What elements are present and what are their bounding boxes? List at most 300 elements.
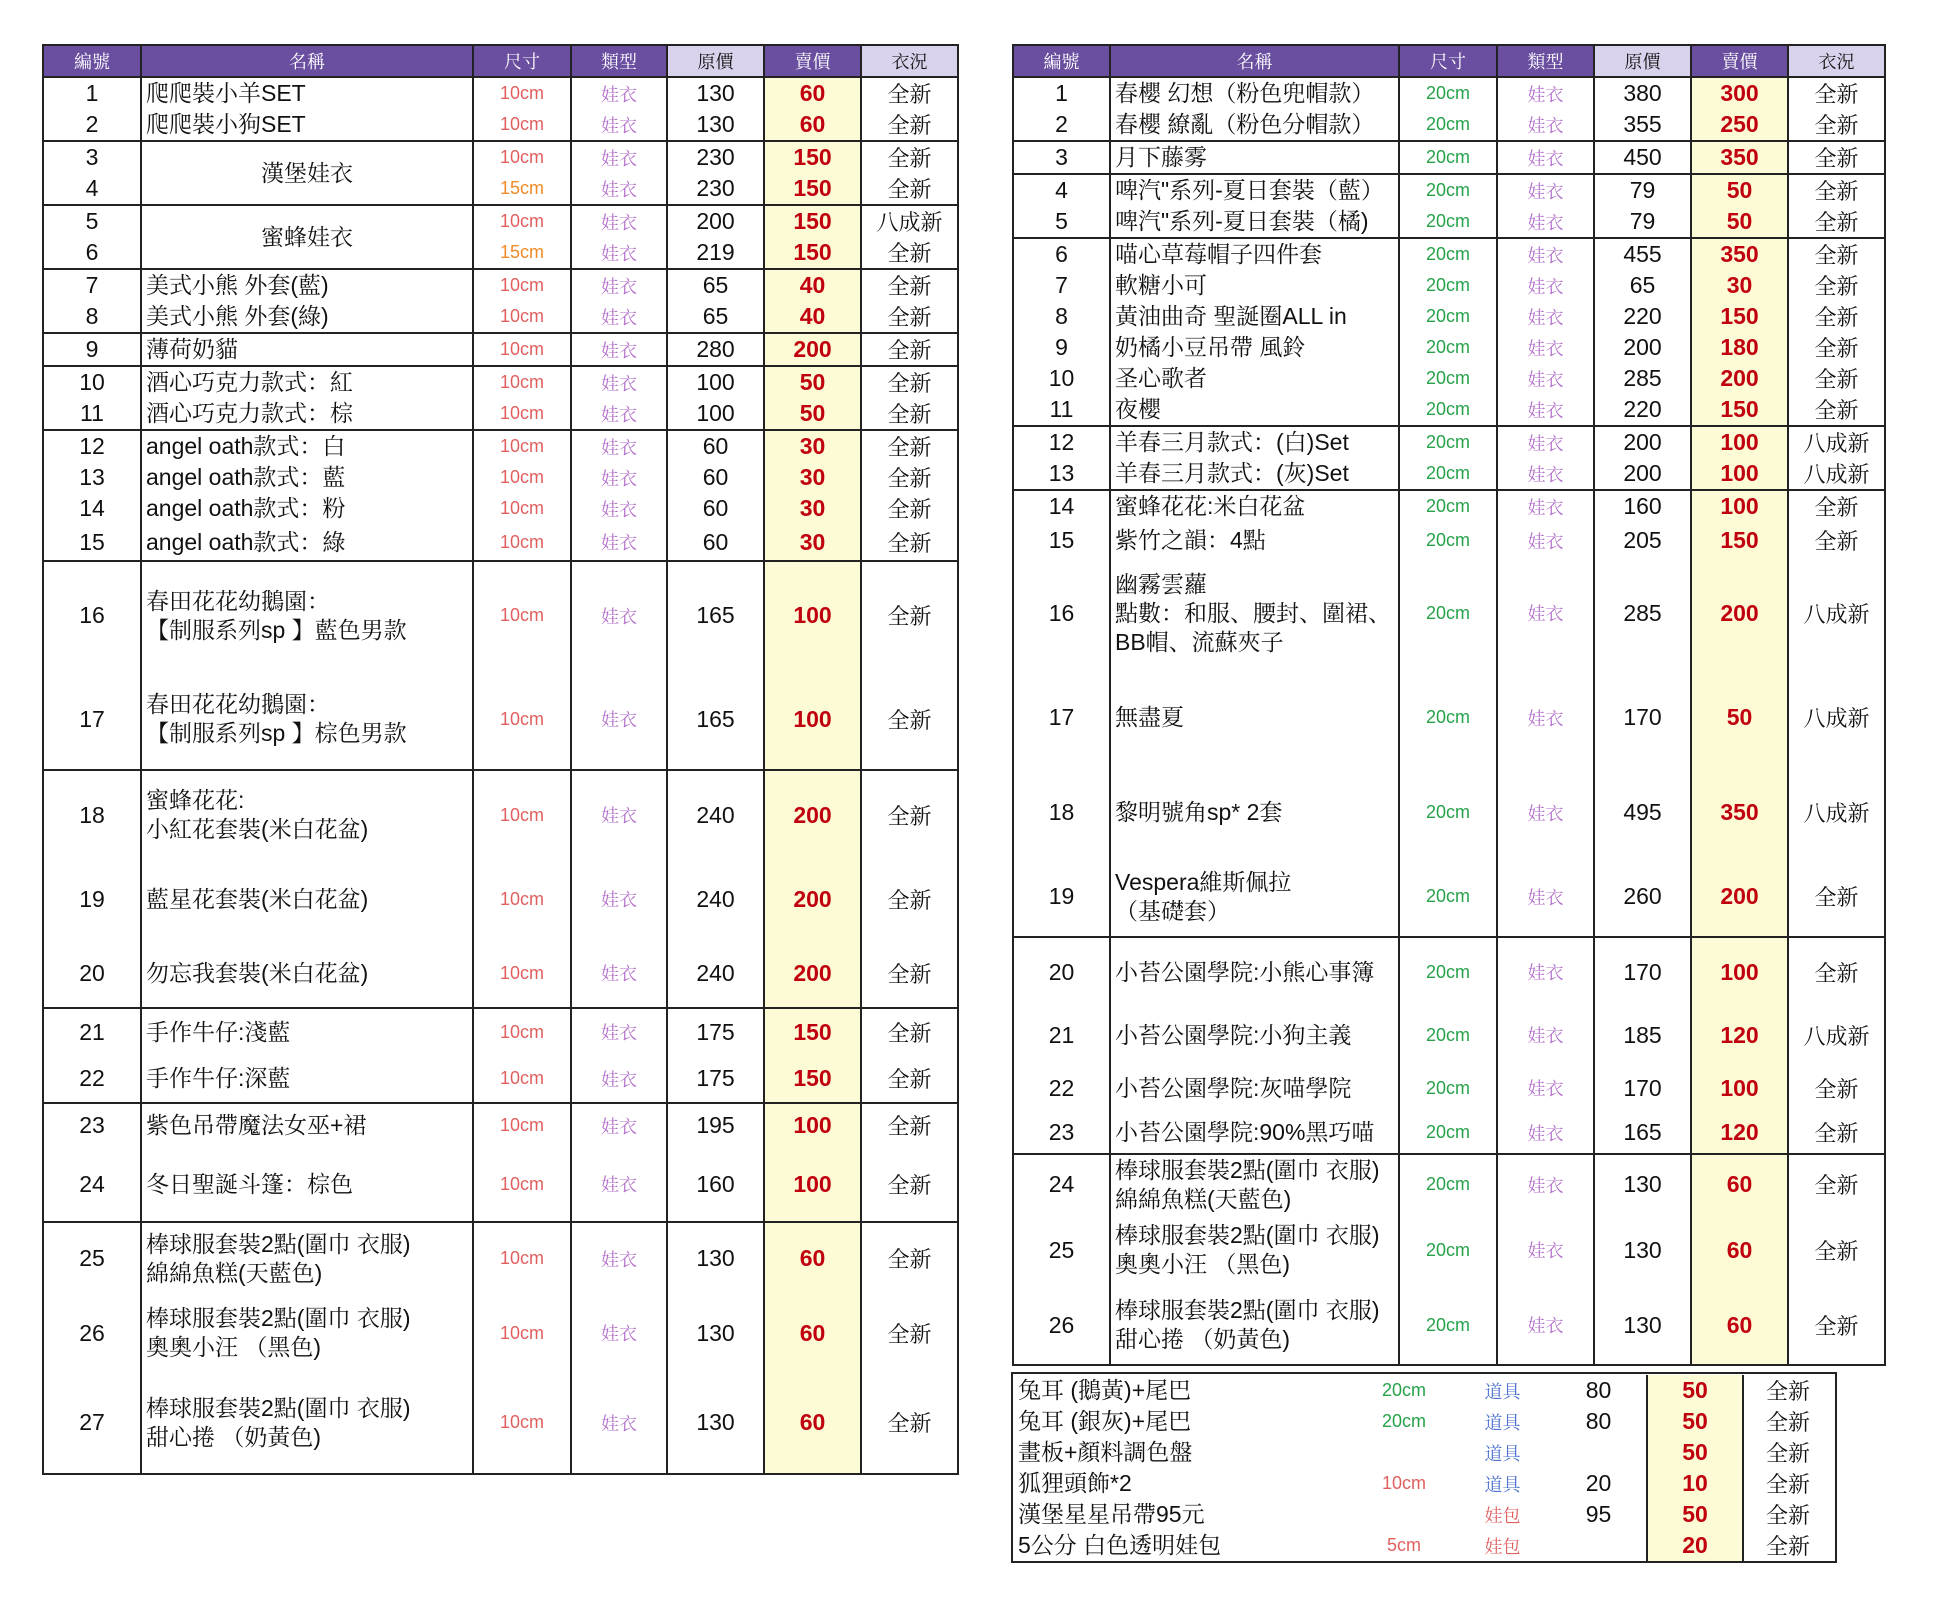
item-size: 20cm	[1399, 1112, 1497, 1154]
item-name: angel oath款式：白	[141, 430, 473, 462]
header-cond: 衣況	[861, 45, 958, 77]
item-size: 10cm	[473, 398, 571, 430]
item-number: 21	[1013, 1006, 1110, 1064]
item-type: 娃衣	[571, 1103, 667, 1147]
item-name: 酒心巧克力款式：紅	[141, 366, 473, 398]
item-name: 棒球服套裝2點(圍巾 衣服) 綿綿魚糕(天藍色)	[141, 1222, 473, 1294]
header-type: 類型	[1497, 45, 1594, 77]
item-size: 10cm	[473, 430, 571, 462]
item-name: 春田花花幼鵝園： 【制服系列sp 】藍色男款	[141, 561, 473, 669]
item-name: 兔耳 (銀灰)+尾巴	[1018, 1408, 1192, 1434]
item-size: 20cm	[1399, 394, 1497, 426]
sale-price: 200	[764, 333, 861, 366]
item-type: 娃衣	[571, 493, 667, 524]
item-name: 棒球服套裝2點(圍巾 衣服) 綿綿魚糕(天藍色)	[1110, 1154, 1399, 1214]
sale-price: 30	[764, 524, 861, 561]
table-row	[1014, 1375, 1832, 1406]
header-name: 名稱	[141, 45, 473, 77]
original-price: 160	[667, 1147, 764, 1222]
item-size: 10cm	[473, 269, 571, 301]
sale-price: 60	[764, 77, 861, 109]
table-row	[1014, 1437, 1832, 1468]
item-condition: 全新	[861, 561, 958, 669]
original-price: 65	[1594, 270, 1691, 301]
item-size: 10cm	[473, 77, 571, 109]
table-row	[1013, 206, 1885, 238]
item-type: 娃衣	[571, 1055, 667, 1103]
item-type: 娃衣	[1497, 522, 1594, 559]
original-price: 130	[1594, 1214, 1691, 1286]
item-type: 娃衣	[1497, 394, 1594, 426]
item-name: 手作牛仔:深藍	[141, 1055, 473, 1103]
sale-price: 30	[1691, 270, 1788, 301]
item-name: 手作牛仔:淺藍	[141, 1008, 473, 1055]
sale-price: 50	[1647, 1375, 1743, 1406]
item-name: 5公分 白色透明娃包	[1018, 1532, 1222, 1558]
original-price: 65	[667, 301, 764, 333]
item-condition: 全新	[1788, 301, 1885, 332]
table-row	[1013, 1006, 1885, 1064]
item-number: 16	[43, 561, 141, 669]
item-condition: 全新	[1788, 238, 1885, 270]
item-size: 20cm	[1399, 270, 1497, 301]
sale-price: 150	[1691, 301, 1788, 332]
table-row	[1013, 559, 1885, 667]
item-number: 24	[1013, 1154, 1110, 1214]
original-price: 220	[1594, 394, 1691, 426]
item-condition: 全新	[1765, 1503, 1810, 1528]
original-price: 280	[667, 333, 764, 366]
original-price: 100	[667, 366, 764, 398]
sale-price: 150	[764, 205, 861, 237]
header-name: 名稱	[1110, 45, 1399, 77]
original-price: 195	[667, 1103, 764, 1147]
original-price: 495	[1594, 768, 1691, 857]
item-condition: 全新	[1788, 490, 1885, 522]
item-condition: 全新	[861, 333, 958, 366]
item-type: 娃衣	[1497, 174, 1594, 206]
item-type: 道具	[1484, 1412, 1521, 1433]
item-type: 道具	[1484, 1443, 1521, 1464]
item-type: 娃衣	[1497, 768, 1594, 857]
original-price: 220	[1594, 301, 1691, 332]
item-size: 20cm	[1399, 1154, 1497, 1214]
original-price: 240	[667, 939, 764, 1008]
item-type: 娃衣	[571, 333, 667, 366]
item-type: 娃衣	[571, 1008, 667, 1055]
item-condition: 全新	[1788, 174, 1885, 206]
item-type: 娃衣	[571, 669, 667, 770]
item-size: 10cm	[1381, 1473, 1426, 1493]
item-condition: 全新	[861, 237, 958, 269]
item-size: 20cm	[1399, 937, 1497, 1006]
sale-price: 100	[1691, 490, 1788, 522]
item-name: 紫竹之韻：4點	[1110, 522, 1399, 559]
item-size: 20cm	[1399, 458, 1497, 490]
item-type: 娃衣	[571, 269, 667, 301]
original-price: 200	[1594, 426, 1691, 458]
item-name: 春櫻 繚亂（粉色分帽款）	[1110, 109, 1399, 141]
item-number: 5	[43, 205, 141, 237]
item-condition: 全新	[1788, 1112, 1885, 1154]
sale-price: 200	[764, 770, 861, 859]
table-row	[43, 366, 958, 398]
table-row	[43, 770, 958, 859]
item-name: 棒球服套裝2點(圍巾 衣服) 奧奧小汪 （黑色)	[141, 1294, 473, 1372]
item-name: 兔耳 (鵝黃)+尾巴	[1018, 1377, 1192, 1403]
sale-price: 100	[1691, 458, 1788, 490]
item-name: 蜜蜂花花:米白花盆	[1110, 490, 1399, 522]
item-size: 10cm	[473, 939, 571, 1008]
sale-price: 30	[764, 462, 861, 493]
item-size: 10cm	[473, 1103, 571, 1147]
sale-price: 60	[764, 1372, 861, 1474]
item-condition: 全新	[1788, 857, 1885, 937]
item-name: 黃油曲奇 聖誕圈ALL in	[1110, 301, 1399, 332]
sale-price: 40	[764, 269, 861, 301]
item-size: 15cm	[473, 173, 571, 205]
table-row	[1013, 332, 1885, 363]
original-price: 260	[1594, 857, 1691, 937]
item-type: 娃衣	[1497, 332, 1594, 363]
item-type: 娃衣	[571, 301, 667, 333]
original-price: 200	[1594, 332, 1691, 363]
item-type: 娃衣	[571, 77, 667, 109]
sale-price: 150	[764, 173, 861, 205]
table-row	[43, 77, 958, 109]
item-number: 18	[43, 770, 141, 859]
item-condition: 八成新	[861, 205, 958, 237]
item-condition: 全新	[1788, 141, 1885, 174]
item-size: 10cm	[473, 493, 571, 524]
item-name: 奶橘小豆吊帶 風鈴	[1110, 332, 1399, 363]
item-type: 娃衣	[1497, 426, 1594, 458]
item-type: 娃衣	[1497, 1154, 1594, 1214]
original-price: 130	[667, 1222, 764, 1294]
item-type: 道具	[1484, 1381, 1521, 1402]
item-type: 娃包	[1484, 1536, 1521, 1557]
item-size: 20cm	[1399, 141, 1497, 174]
table-row	[1013, 301, 1885, 332]
item-number: 20	[43, 939, 141, 1008]
item-type: 娃衣	[1497, 667, 1594, 768]
item-condition: 全新	[1765, 1534, 1810, 1559]
sale-price: 200	[1691, 363, 1788, 394]
item-number: 20	[1013, 937, 1110, 1006]
item-name: 春田花花幼鵝園： 【制服系列sp 】棕色男款	[141, 669, 473, 770]
table-row	[43, 1103, 958, 1147]
item-type: 娃衣	[1497, 301, 1594, 332]
header-sale: 賣價	[1691, 45, 1788, 77]
original-price: 20	[1585, 1470, 1612, 1496]
item-name: 漢堡星星吊帶95元	[1018, 1501, 1205, 1527]
item-name: 藍星花套裝(米白花盆)	[141, 859, 473, 939]
item-size	[1354, 1499, 1454, 1530]
table-row	[1013, 458, 1885, 490]
item-size: 10cm	[473, 462, 571, 493]
item-condition: 全新	[861, 524, 958, 561]
item-type: 娃衣	[1497, 1006, 1594, 1064]
item-number: 15	[1013, 522, 1110, 559]
item-size: 5cm	[1386, 1535, 1421, 1555]
item-condition: 全新	[1788, 332, 1885, 363]
item-number: 13	[43, 462, 141, 493]
item-condition: 全新	[861, 109, 958, 141]
item-type: 娃衣	[571, 1222, 667, 1294]
item-size	[1354, 1437, 1454, 1468]
header-sale: 賣價	[764, 45, 861, 77]
item-name: 美式小熊 外套(藍)	[141, 269, 473, 301]
original-price: 285	[1594, 559, 1691, 667]
item-name: 啤汽"系列-夏日套裝（藍）	[1110, 174, 1399, 206]
item-size: 10cm	[473, 301, 571, 333]
sale-price: 150	[1691, 394, 1788, 426]
item-condition: 全新	[1765, 1441, 1810, 1466]
table-row	[1013, 270, 1885, 301]
sale-price: 10	[1647, 1468, 1743, 1499]
item-number: 17	[1013, 667, 1110, 768]
item-number: 7	[1013, 270, 1110, 301]
original-price: 165	[667, 669, 764, 770]
header-no: 編號	[43, 45, 141, 77]
original-price: 219	[667, 237, 764, 269]
item-name: 棒球服套裝2點(圍巾 衣服) 甜心捲 （奶黃色)	[1110, 1286, 1399, 1365]
item-condition: 全新	[861, 1147, 958, 1222]
sale-price: 120	[1691, 1112, 1788, 1154]
sale-price: 20	[1647, 1530, 1743, 1561]
item-size: 20cm	[1399, 109, 1497, 141]
table-row	[1013, 1112, 1885, 1154]
original-price: 285	[1594, 363, 1691, 394]
item-number: 1	[43, 77, 141, 109]
item-size: 20cm	[1399, 490, 1497, 522]
item-condition: 全新	[1788, 1064, 1885, 1112]
item-number: 11	[43, 398, 141, 430]
item-number: 23	[43, 1103, 141, 1147]
original-price: 79	[1594, 174, 1691, 206]
table-row	[1014, 1530, 1832, 1561]
sale-price: 150	[764, 141, 861, 173]
item-type: 娃衣	[1497, 109, 1594, 141]
item-number: 12	[43, 430, 141, 462]
header-type: 類型	[571, 45, 667, 77]
original-price: 165	[667, 561, 764, 669]
item-type: 娃衣	[1497, 458, 1594, 490]
sale-price: 150	[764, 237, 861, 269]
item-condition: 全新	[1765, 1379, 1810, 1404]
item-name: 蜜蜂花花: 小紅花套裝(米白花盆)	[141, 770, 473, 859]
table-row	[43, 1294, 958, 1372]
original-price: 130	[1594, 1154, 1691, 1214]
table-row	[1013, 522, 1885, 559]
item-condition: 全新	[861, 1055, 958, 1103]
item-type: 娃衣	[1497, 238, 1594, 270]
item-size: 10cm	[473, 1294, 571, 1372]
misc-price-table	[1014, 1375, 1832, 1561]
left-table-body	[43, 77, 958, 1474]
item-name: 圣心歌者	[1110, 363, 1399, 394]
item-type: 娃衣	[1497, 1064, 1594, 1112]
item-name: 棒球服套裝2點(圍巾 衣服) 奧奧小汪 （黑色)	[1110, 1214, 1399, 1286]
sale-price: 60	[764, 109, 861, 141]
item-name: 羊春三月款式：(灰)Set	[1110, 458, 1399, 490]
item-condition: 全新	[861, 141, 958, 173]
table-row	[43, 561, 958, 669]
sale-price: 50	[1647, 1437, 1743, 1468]
item-condition: 全新	[1765, 1410, 1810, 1435]
table-row	[1013, 109, 1885, 141]
sale-price: 200	[1691, 857, 1788, 937]
item-number: 2	[43, 109, 141, 141]
item-condition: 全新	[861, 669, 958, 770]
table-row	[43, 939, 958, 1008]
table-row	[43, 1222, 958, 1294]
item-number: 1	[1013, 77, 1110, 109]
original-price: 170	[1594, 937, 1691, 1006]
original-price: 165	[1594, 1112, 1691, 1154]
item-type: 娃衣	[571, 859, 667, 939]
sale-price: 60	[764, 1294, 861, 1372]
item-number: 22	[43, 1055, 141, 1103]
misc-table-body	[1014, 1375, 1832, 1561]
item-name: 幽霧雲蘿 點數：和服、腰封、圍裙、 BB帽、流蘇夾子	[1110, 559, 1399, 667]
table-row	[1013, 141, 1885, 174]
item-type: 娃衣	[571, 939, 667, 1008]
sale-price: 30	[764, 493, 861, 524]
item-number: 3	[1013, 141, 1110, 174]
original-price: 170	[1594, 1064, 1691, 1112]
sale-price: 350	[1691, 768, 1788, 857]
item-condition: 全新	[1788, 394, 1885, 426]
item-condition: 全新	[861, 493, 958, 524]
original-price: 130	[667, 1294, 764, 1372]
item-size: 20cm	[1399, 426, 1497, 458]
sale-price: 30	[764, 430, 861, 462]
original-price: 60	[667, 493, 764, 524]
sale-price: 100	[764, 1147, 861, 1222]
item-type: 娃衣	[1497, 141, 1594, 174]
item-size: 10cm	[473, 1055, 571, 1103]
original-price: 240	[667, 770, 764, 859]
item-size: 20cm	[1399, 77, 1497, 109]
item-name: 爬爬裝小狗SET	[141, 109, 473, 141]
item-size: 20cm	[1381, 1411, 1426, 1431]
item-number: 11	[1013, 394, 1110, 426]
sale-price: 200	[764, 939, 861, 1008]
original-price	[1551, 1530, 1647, 1561]
item-condition: 全新	[861, 77, 958, 109]
original-price: 60	[667, 524, 764, 561]
item-type: 娃衣	[1497, 206, 1594, 238]
sale-price: 60	[1691, 1154, 1788, 1214]
original-price: 60	[667, 430, 764, 462]
item-type: 娃衣	[571, 462, 667, 493]
sale-price: 100	[1691, 1064, 1788, 1112]
item-name: 黎明號角sp* 2套	[1110, 768, 1399, 857]
item-type: 娃衣	[1497, 363, 1594, 394]
item-name: 冬日聖誕斗篷：棕色	[141, 1147, 473, 1222]
item-type: 娃衣	[571, 366, 667, 398]
item-name: angel oath款式：粉	[141, 493, 473, 524]
item-size: 20cm	[1399, 667, 1497, 768]
item-size: 15cm	[473, 237, 571, 269]
item-name: 薄荷奶貓	[141, 333, 473, 366]
table-row	[1013, 667, 1885, 768]
item-condition: 全新	[1788, 522, 1885, 559]
item-name: 爬爬裝小羊SET	[141, 77, 473, 109]
table-row	[43, 430, 958, 462]
item-type: 娃衣	[1497, 937, 1594, 1006]
item-type: 娃衣	[571, 398, 667, 430]
item-name: 無盡夏	[1110, 667, 1399, 768]
item-number: 4	[43, 173, 141, 205]
table-row	[1013, 363, 1885, 394]
item-condition: 全新	[1788, 1154, 1885, 1214]
original-price: 130	[667, 1372, 764, 1474]
item-name: 小苔公園學院:90%黑巧喵	[1110, 1112, 1399, 1154]
sale-price: 50	[764, 398, 861, 430]
table-row	[43, 301, 958, 333]
original-price: 200	[1594, 458, 1691, 490]
item-number: 17	[43, 669, 141, 770]
item-number: 25	[1013, 1214, 1110, 1286]
item-name: 棒球服套裝2點(圍巾 衣服) 甜心捲 （奶黃色)	[141, 1372, 473, 1474]
item-size: 20cm	[1399, 238, 1497, 270]
item-condition: 全新	[861, 462, 958, 493]
item-number: 10	[43, 366, 141, 398]
item-number: 8	[43, 301, 141, 333]
item-name: 小苔公園學院:小狗主義	[1110, 1006, 1399, 1064]
sale-price: 50	[1691, 667, 1788, 768]
original-price: 60	[667, 462, 764, 493]
item-name: 羊春三月款式：(白)Set	[1110, 426, 1399, 458]
item-type: 娃衣	[571, 237, 667, 269]
item-type: 娃衣	[1497, 490, 1594, 522]
item-condition: 全新	[861, 1294, 958, 1372]
item-number: 27	[43, 1372, 141, 1474]
item-number: 2	[1013, 109, 1110, 141]
original-price	[1551, 1437, 1647, 1468]
item-type: 娃衣	[1497, 559, 1594, 667]
item-number: 13	[1013, 458, 1110, 490]
right-table-body	[1013, 77, 1885, 1365]
item-name: 狐狸頭飾*2	[1018, 1470, 1132, 1496]
item-number: 14	[43, 493, 141, 524]
item-name: 勿忘我套裝(米白花盆)	[141, 939, 473, 1008]
item-condition: 全新	[861, 269, 958, 301]
sale-price: 60	[764, 1222, 861, 1294]
sale-price: 100	[764, 1103, 861, 1147]
sale-price: 180	[1691, 332, 1788, 363]
item-number: 22	[1013, 1064, 1110, 1112]
item-condition: 全新	[861, 859, 958, 939]
item-size: 20cm	[1399, 1286, 1497, 1365]
item-type: 娃衣	[571, 1294, 667, 1372]
original-price: 175	[667, 1055, 764, 1103]
item-type: 娃衣	[571, 770, 667, 859]
item-size: 20cm	[1399, 1064, 1497, 1112]
item-size: 10cm	[473, 669, 571, 770]
table-row	[43, 493, 958, 524]
item-number: 4	[1013, 174, 1110, 206]
item-type: 娃包	[1484, 1505, 1521, 1526]
original-price: 185	[1594, 1006, 1691, 1064]
header-orig: 原價	[1594, 45, 1691, 77]
item-size: 20cm	[1399, 768, 1497, 857]
item-type: 娃衣	[571, 561, 667, 669]
original-price: 230	[667, 141, 764, 173]
item-size: 10cm	[473, 524, 571, 561]
